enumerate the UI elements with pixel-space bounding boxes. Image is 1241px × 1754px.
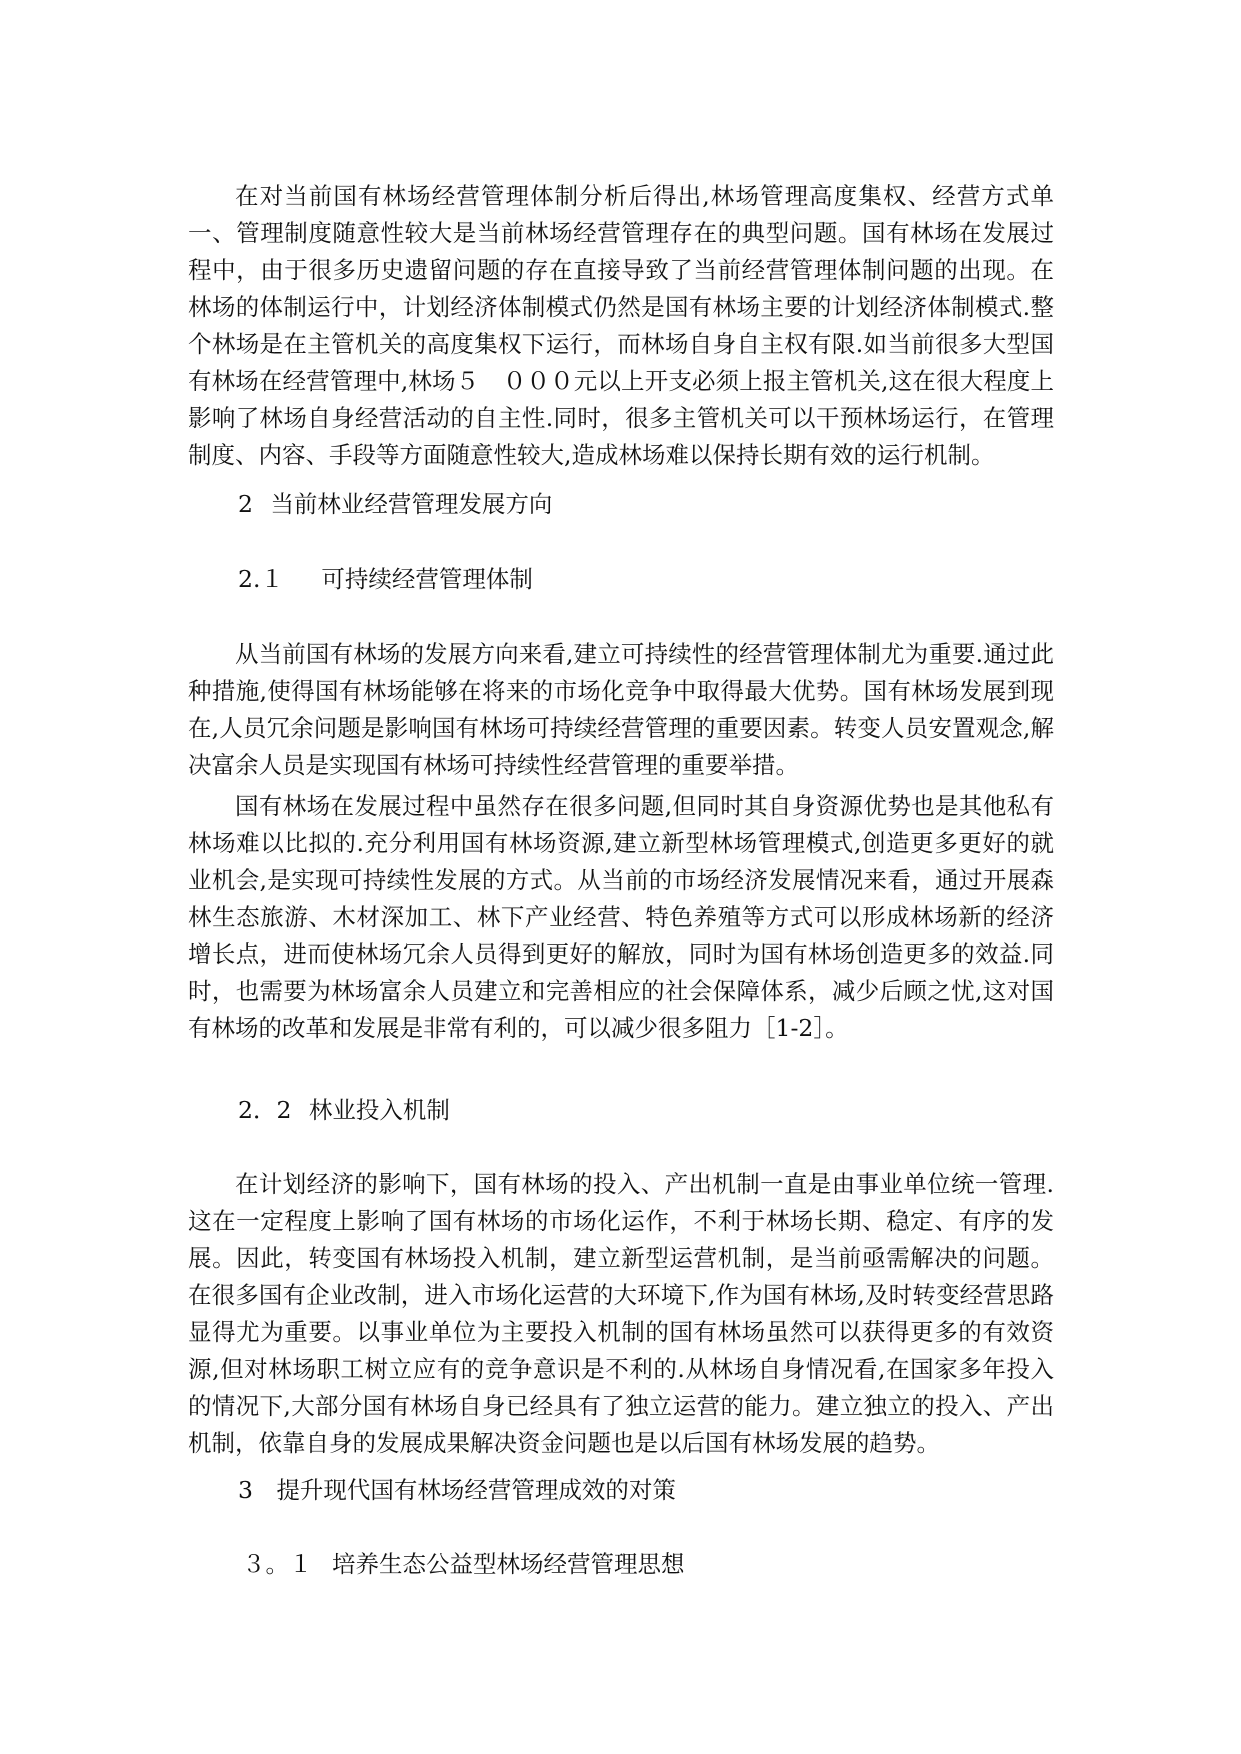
heading-3-1: [242, 1546, 684, 1583]
heading-2: [238, 486, 552, 523]
paragraph-2: 从当前国有林场的发展方向来看,建立可持续性的经营管理体制尤为重要.通过此种措施,使得国有林场能够在将来的市场化竞争中取得最大优势。国有林场发展到现在,人员冗余问题是影响国有林场可持续经营管理的重要因素。转变人员安置观念,解决富余人员是实现国有林场可持续性经营管理的重要举措。: [188, 640, 1054, 779]
paragraph-4: 在计划经济的影响下，国有林场的投入、产出机制一直是由事业单位统一管理.这在一定程度上影响了国有林场的市场化运作，不利于林场长期、稳定、有序的发展。因此，转变国有林场投入机制，建立新型运营机制，是当前亟需解决的问题。在很多国有企业改制，进入市场化运营的大环境下,作为国有林场,及时转变经营思路显得尤为重要。以事业单位为主要投入机制的国有林场虽然可以获得更多的有效资源,但对林场职工树立应有的竞争意识是不利的.从林场自身情况看,在国家多年投入的情况下,大部分国有林场自身已经具有了独立运营的能力。建立独立的投入、产出机制，依靠自身的发展成果解决资金问题也是以后国有林场发展的趋势。: [188, 1170, 1054, 1457]
heading-2-text: 当前林业经营管理发展方向: [270, 490, 553, 518]
heading-2-1-number: 2.１: [238, 565, 284, 593]
heading-3-number: 3: [238, 1476, 253, 1504]
heading-2-2: [238, 1092, 450, 1129]
heading-3-text: 提升现代国有林场经营管理成效的对策: [276, 1476, 676, 1504]
paragraph-3: 国有林场在发展过程中虽然存在很多问题,但同时其自身资源优势也是其他私有林场难以比拟的.充分利用国有林场资源,建立新型林场管理模式,创造更多更好的就业机会,是实现可持续性发展的方式。从当前的市场经济发展情况来看，通过开展森林生态旅游、木材深加工、林下产业经营、特色养殖等方式可以形成林场新的经济增长点，进而使林场冗余人员得到更好的解放，同时为国有林场创造更多的效益.同时，也需要为林场富余人员建立和完善相应的社会保障体系，减少后顾之忧,这对国有林场的改革和发展是非常有利的，可以减少很多阻力［1-2］。: [188, 792, 1054, 1042]
heading-2-number: 2: [238, 490, 253, 518]
heading-2-2-text: 林业投入机制: [308, 1096, 450, 1124]
heading-3-1-text: 培养生态公益型林场经营管理思想: [331, 1550, 685, 1578]
paragraph-1: 在对当前国有林场经营管理体制分析后得出,林场管理高度集权、经营方式单一、管理制度随意性较大是当前林场经营管理存在的典型问题。国有林场在发展过程中，由于很多历史遗留问题的存在直接导致了当前经营管理体制问题的出现。在林场的体制运行中，计划经济体制模式仍然是国有林场主要的计划经济体制模式.整个林场是在主管机关的高度集权下运行，而林场自身自主权有限.如当前很多大型国有林场在经营管理中,林场５ ０００元以上开支必须上报主管机关,这在很大程度上影响了林场自身经营活动的自主性.同时，很多主管机关可以干预林场运行，在管理制度、内容、手段等方面随意性较大,造成林场难以保持长期有效的运行机制。: [188, 182, 1054, 469]
heading-3-1-number: ３。１: [242, 1550, 313, 1578]
heading-2-1: [238, 561, 533, 598]
heading-2-1-text: 可持续经营管理体制: [321, 565, 533, 593]
heading-2-2-number: 2．2: [238, 1096, 292, 1124]
heading-3: [238, 1472, 676, 1509]
